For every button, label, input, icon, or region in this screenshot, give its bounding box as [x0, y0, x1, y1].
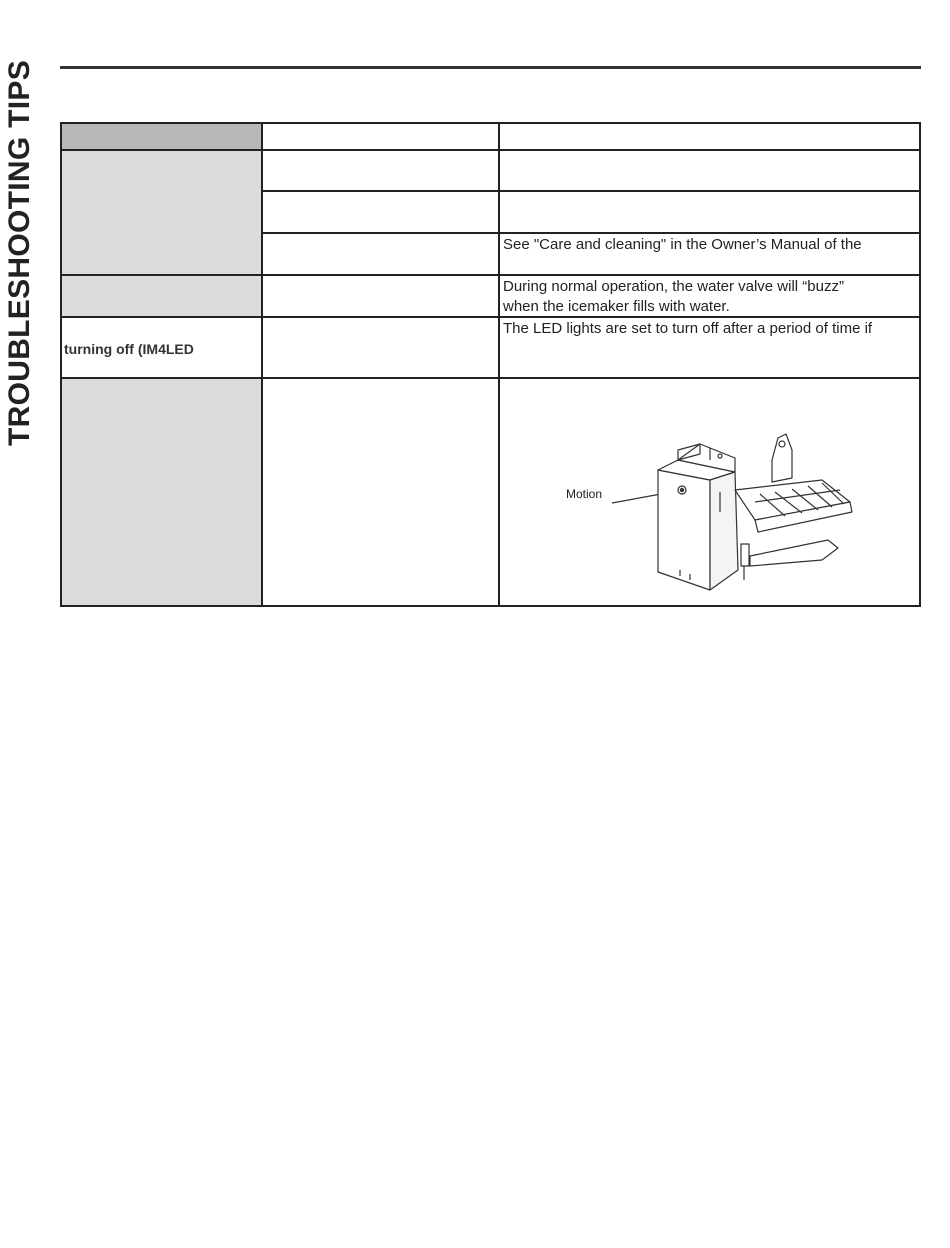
- figure-label-motion: Motion: [566, 487, 603, 501]
- top-rule-divider: [60, 66, 921, 69]
- row-divider-4: [60, 377, 921, 379]
- answer-text-buzz-2: when the icemaker fills with water.: [503, 298, 730, 315]
- header-answer-cell: [499, 122, 921, 150]
- row-divider-3: [60, 316, 921, 318]
- answer-cell-care: [499, 233, 921, 275]
- row-divider-sub-1: [262, 190, 921, 192]
- problem-text-led: turning off (IM4LED: [64, 341, 194, 357]
- problem-cell-3: [60, 317, 262, 377]
- answer-cell-led: [499, 317, 921, 377]
- problem-cell-4: [60, 377, 262, 607]
- row-divider-header: [60, 149, 921, 151]
- answer-cell-buzz: [499, 275, 921, 317]
- answer-text-led: The LED lights are set to turn off after a period of time if: [503, 320, 873, 337]
- table-border-right: [919, 122, 921, 607]
- table-border-bottom: [60, 605, 921, 607]
- table-border-left: [60, 122, 62, 607]
- problem-cell-2: [60, 275, 262, 317]
- row-divider-2: [60, 274, 921, 276]
- answer-text-buzz-1: During normal operation, the water valve will “buzz”: [503, 278, 844, 295]
- answer-text-care: See "Care and cleaning" in the Owner’s Manual of the: [503, 236, 862, 253]
- problem-cell-1: [60, 150, 262, 275]
- icemaker-illustration: [560, 420, 880, 595]
- column-divider-2: [498, 122, 500, 607]
- table-border-top: [60, 122, 921, 124]
- side-section-title: TROUBLESHOOTING TIPS: [3, 59, 36, 446]
- row-divider-sub-2: [262, 232, 921, 234]
- header-cause-cell: [262, 122, 499, 150]
- header-problem-cell: [60, 122, 262, 150]
- column-divider-1: [261, 122, 263, 607]
